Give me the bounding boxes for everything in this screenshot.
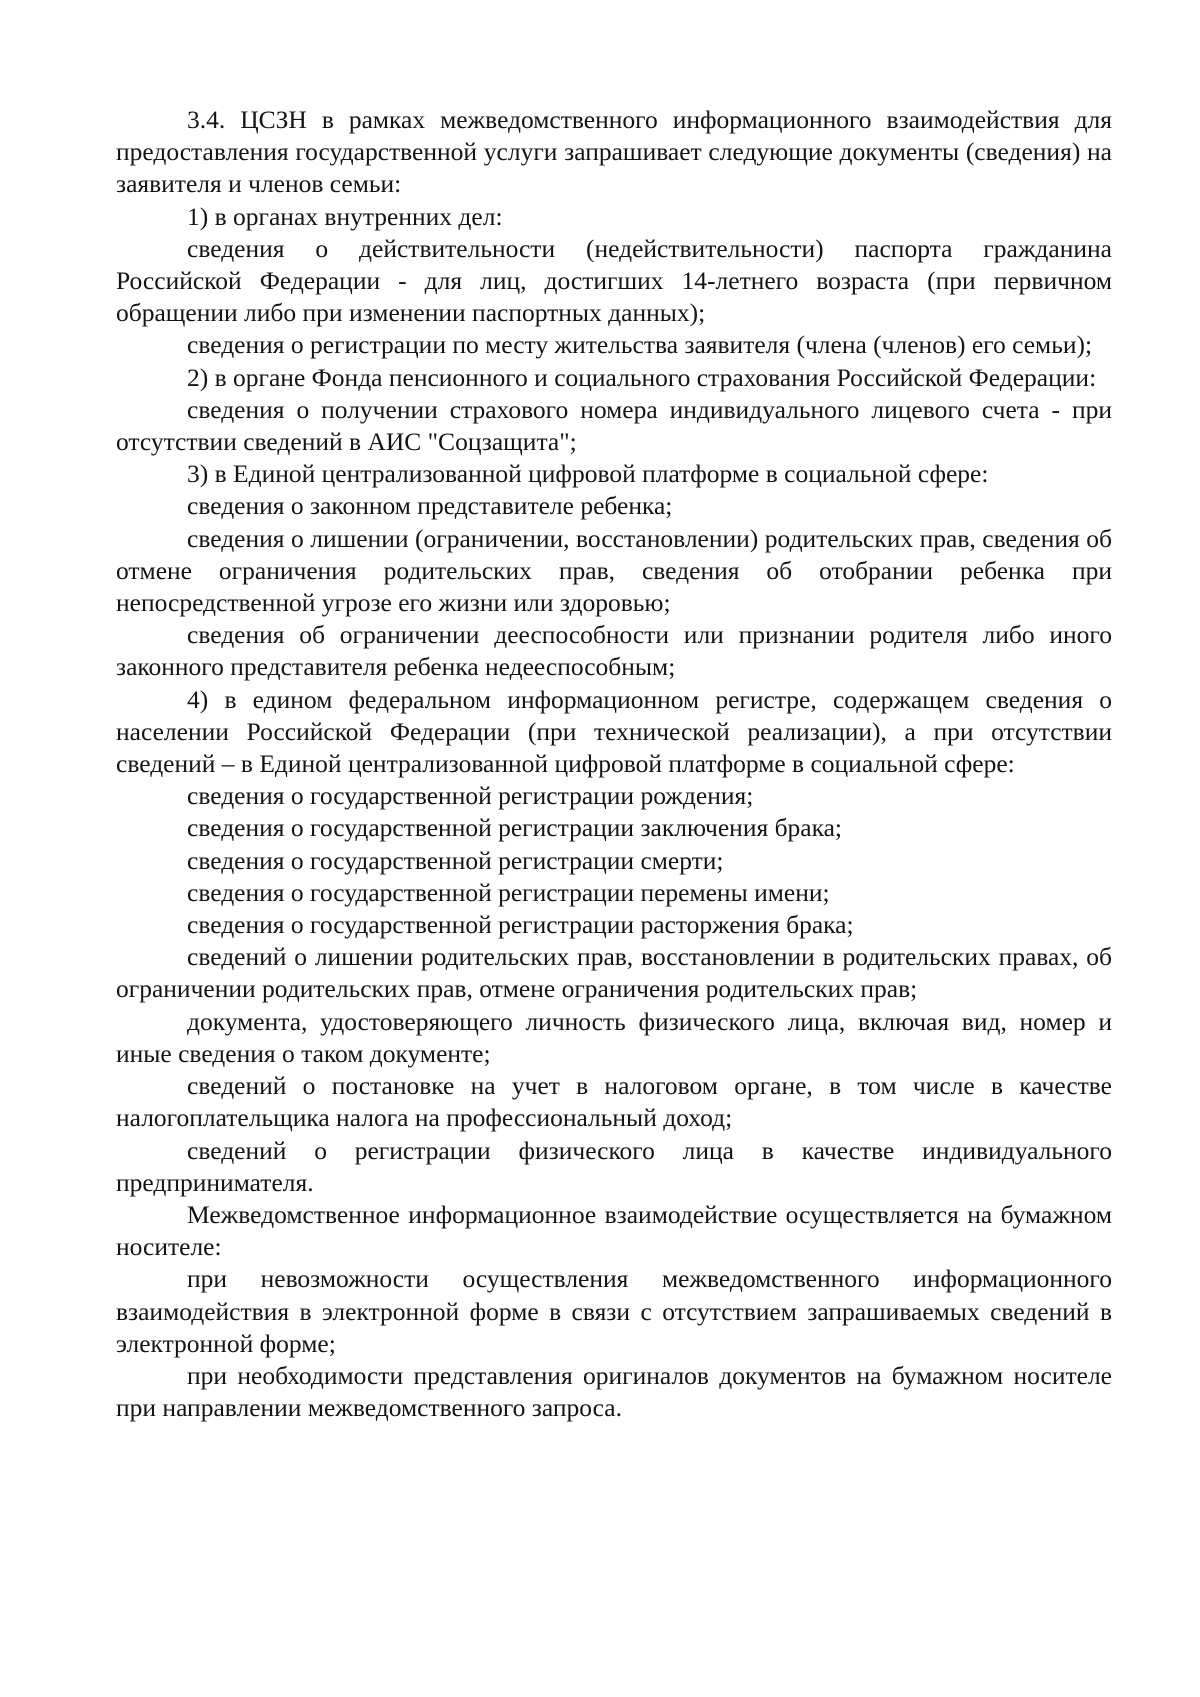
paragraph-item-1-header: 1) в органах внутренних дел: [187, 201, 503, 231]
paragraph-paper-interaction: Межведомственное информационное взаимодействие осуществляется на бумажном носителе: [116, 1199, 1112, 1262]
paragraph-deprivation-parental-rights: сведений о лишении родительских прав, восстановлении в родительских правах, об ограничении родительских прав, отмене ограничения родительских прав; [116, 942, 1112, 1004]
paragraph-paper-case-1: при невозможности осуществления межведомственного информационного взаимодействия в электронной форме в связи с отсутствием запрашиваемых сведений в электронной форме; [116, 1264, 1112, 1358]
paragraph-item-3-header: 3) в Единой централизованной цифровой платформе в социальной сфере: [187, 459, 989, 489]
paragraph-item-4-header: 4) в едином федеральном информационном регистре, содержащем сведения о населении Российской Федерации (при технической реализации), а при отсутствии сведений – в Единой централизованной цифровой платформе в социальной сфере: [116, 684, 1112, 779]
paragraph-tax-registration: сведений о постановке на учет в налоговом органе, в том числе в качестве налогоплательщика налога на профессиональный доход; [116, 1071, 1112, 1133]
paragraph-insurance-number: сведения о получении страхового номера индивидуального лицевого счета - при отсутствии сведений в АИС "Соцзащита"; [116, 394, 1112, 457]
document-page [116, 104, 1112, 1424]
paragraph-name-change-registration: сведения о государственной регистрации перемены имени; [187, 877, 830, 907]
paragraph-item-2-header: 2) в органе Фонда пенсионного и социального страхования Российской Федерации: [187, 362, 1097, 392]
paragraph-paper-case-2: при необходимости представления оригиналов документов на бумажном носителе при направлении межведомственного запроса. [116, 1360, 1112, 1423]
paragraph-legal-capacity: сведения об ограничении дееспособности или признании родителя либо иного законного представителя ребенка недееспособным; [116, 620, 1112, 682]
paragraph-legal-representative: сведения о законном представителе ребенка; [187, 491, 673, 521]
paragraph-divorce-registration: сведения о государственной регистрации расторжения брака; [187, 910, 854, 940]
paragraph-marriage-registration: сведения о государственной регистрации заключения брака; [187, 813, 843, 843]
paragraph-passport-validity: сведения о действительности (недействительности) паспорта гражданина Российской Федерации - для лиц, достигших 14-летнего возраста (при первичном обращении либо при изменении паспортных данных); [116, 233, 1112, 328]
paragraph-death-registration: сведения о государственной регистрации смерти; [187, 845, 724, 875]
paragraph-parental-rights: сведения о лишении (ограничении, восстановлении) родительских прав, сведения об отмене ограничения родительских прав, сведения об отобрании ребенка при непосредственной угрозе его жизни или здоровью; [116, 523, 1112, 618]
paragraph-identity-document: документа, удостоверяющего личность физического лица, включая вид, номер и иные сведения о таком документе; [116, 1006, 1112, 1068]
paragraph-entrepreneur-registration: сведений о регистрации физического лица в качестве индивидуального предпринимателя. [116, 1135, 1112, 1197]
paragraph-residence-registration: сведения о регистрации по месту жительства заявителя (члена (членов) его семьи); [187, 330, 1093, 360]
paragraph-birth-registration: сведения о государственной регистрации рождения; [187, 781, 754, 811]
paragraph-intro-3-4: 3.4. ЦСЗН в рамках межведомственного информационного взаимодействия для предоставления государственной услуги запрашивает следующие документы (сведения) на заявителя и членов семьи: [116, 105, 1112, 199]
